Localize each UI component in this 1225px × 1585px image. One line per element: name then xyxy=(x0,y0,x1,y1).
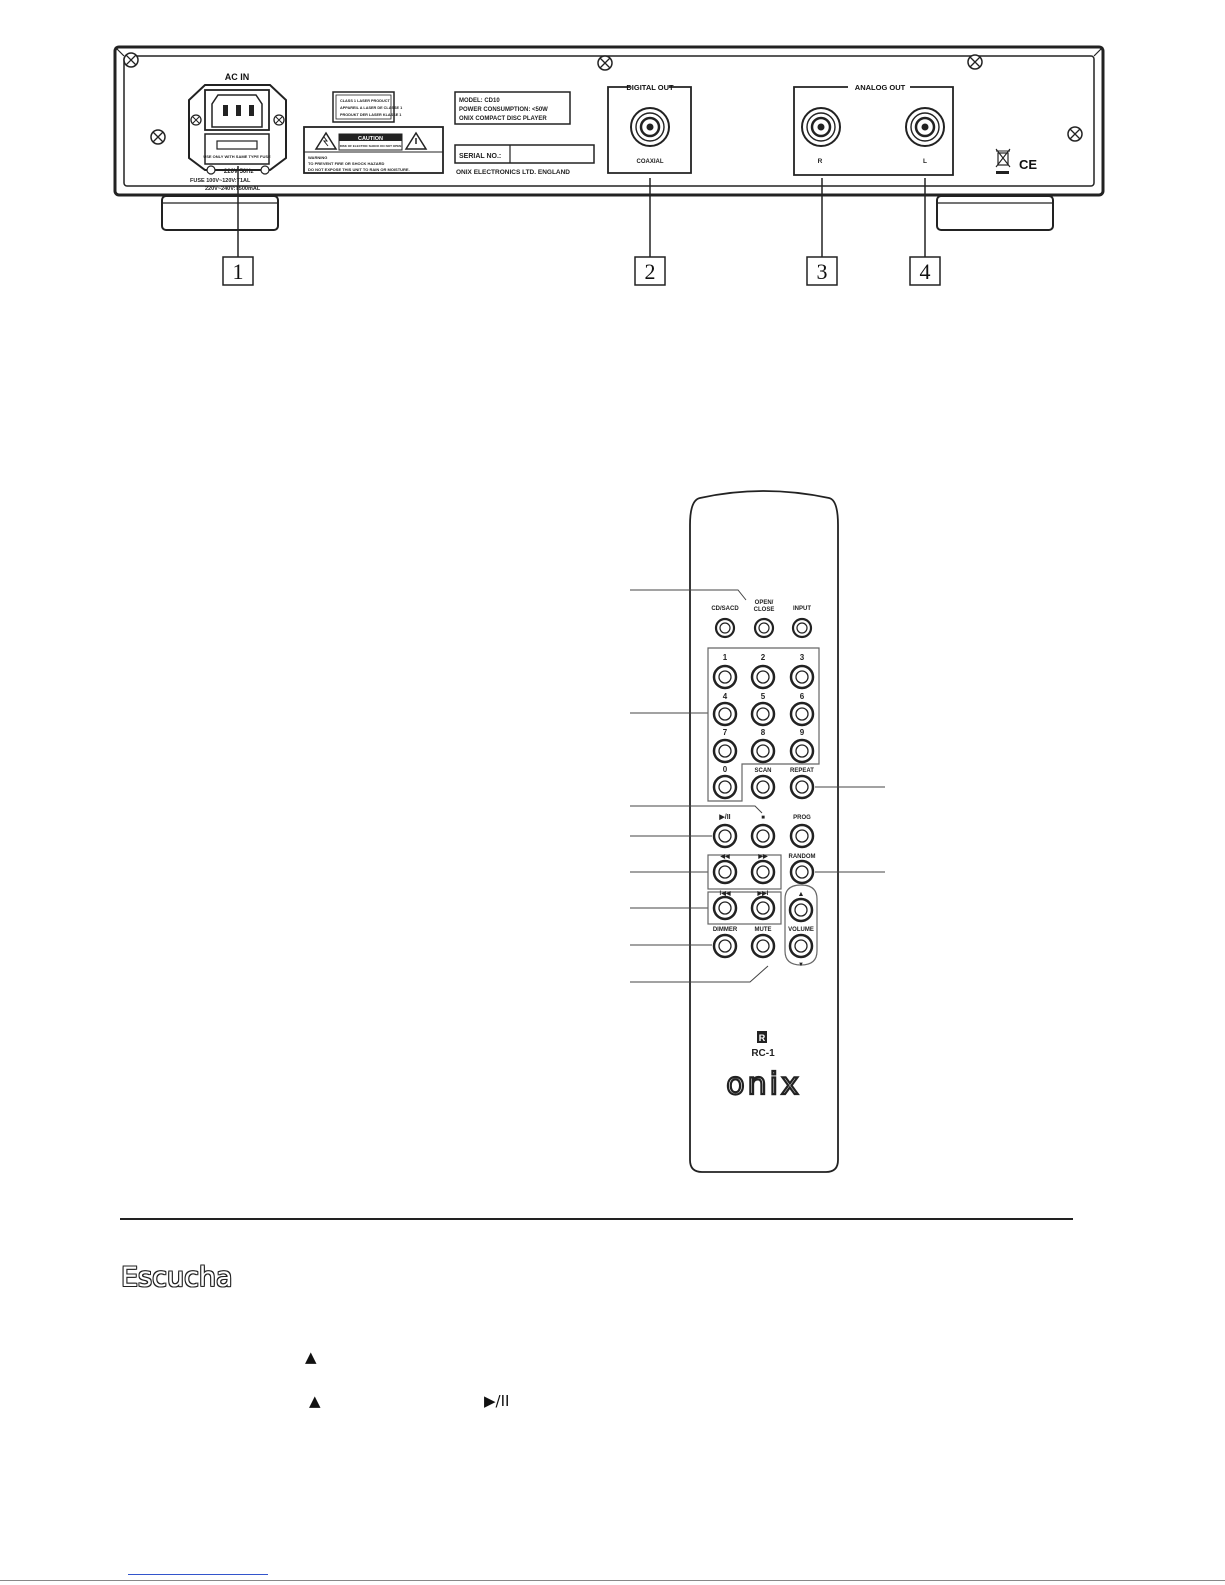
section-title: Escucha xyxy=(121,1262,233,1293)
digital-out-label: DIGITAL OUT xyxy=(626,83,674,92)
footer-link-underline[interactable] xyxy=(128,1574,268,1575)
section-divider xyxy=(120,1218,1073,1220)
eject-icon: ▲ xyxy=(305,1348,317,1366)
svg-text:POWER CONSUMPTION: <50W: POWER CONSUMPTION: <50W xyxy=(459,107,548,113)
volume-down-button[interactable] xyxy=(790,935,812,957)
svg-text:SERIAL NO.:: SERIAL NO.: xyxy=(459,153,502,160)
svg-text:5: 5 xyxy=(760,692,766,701)
callout-4: 4 xyxy=(919,259,931,284)
volume-up-button[interactable] xyxy=(790,899,812,921)
input-button[interactable] xyxy=(793,619,811,637)
callout-1: 1 xyxy=(232,259,244,284)
company-label: ONIX ELECTRONICS LTD. ENGLAND xyxy=(456,169,570,176)
rewind-label: ◀◀ xyxy=(720,854,730,860)
ac-in-label: AC IN xyxy=(224,72,250,82)
caution-sub-text: RISK OF ELECTRIC SHOCK DO NOT OPEN xyxy=(339,144,402,148)
svg-text:2: 2 xyxy=(760,653,766,662)
coaxial-label: COAXIAL xyxy=(636,159,664,165)
caution-text: CAUTION xyxy=(357,136,384,142)
digit-7-button[interactable] xyxy=(714,740,736,762)
callout-boxes xyxy=(223,257,940,285)
next-button[interactable] xyxy=(752,897,774,919)
fuse-line-2: 220V~240V:T500mAL xyxy=(205,186,261,192)
scan-button[interactable] xyxy=(752,776,774,798)
digit-0-button[interactable] xyxy=(714,776,736,798)
fuse-line-1: FUSE 100V~120V:T1AL xyxy=(190,178,251,184)
svg-text:9: 9 xyxy=(799,728,805,737)
digit-8-button[interactable] xyxy=(752,740,774,762)
svg-text:7: 7 xyxy=(722,728,728,737)
open-close-button[interactable] xyxy=(755,619,773,637)
stop-label: ■ xyxy=(761,815,765,821)
dimmer-label: DIMMER xyxy=(712,927,738,933)
digit-1-button[interactable] xyxy=(714,666,736,688)
svg-text:TO PREVENT FIRE OR SHOCK HAZAR: TO PREVENT FIRE OR SHOCK HAZARD xyxy=(308,161,385,166)
callout-2: 2 xyxy=(644,259,656,284)
open-close-label-2: CLOSE xyxy=(753,607,775,613)
onix-logo: onix xyxy=(726,1067,802,1102)
prog-label: PROG xyxy=(793,815,811,821)
foot xyxy=(162,196,1053,230)
input-label: INPUT xyxy=(793,606,811,612)
svg-text:4: 4 xyxy=(722,692,728,701)
previous-button[interactable] xyxy=(714,897,736,919)
previous-label: I◀◀ xyxy=(719,891,731,897)
svg-text:APPAREIL A LASER DE CLASSE 1: APPAREIL A LASER DE CLASSE 1 xyxy=(340,106,403,110)
open-close-label-1: OPEN/ xyxy=(754,600,774,606)
play-pause-icon: ▶/II xyxy=(484,1392,510,1410)
random-button[interactable] xyxy=(791,861,813,883)
cd-sacd-label: CD/SACD xyxy=(711,606,739,612)
digit-4-button[interactable] xyxy=(714,703,736,725)
repeat-button[interactable] xyxy=(791,776,813,798)
svg-text:CLASS 1 LASER PRODUCT: CLASS 1 LASER PRODUCT xyxy=(340,99,390,103)
stop-button[interactable] xyxy=(752,825,774,847)
digit-3-button[interactable] xyxy=(791,666,813,688)
r-badge: R xyxy=(758,1033,766,1043)
svg-text:1: 1 xyxy=(722,653,728,662)
svg-text:DO NOT EXPOSE THIS UNIT TO RAI: DO NOT EXPOSE THIS UNIT TO RAIN OR MOISTURE. xyxy=(308,167,410,172)
svg-text:ONIX COMPACT DISC PLAYER: ONIX COMPACT DISC PLAYER xyxy=(459,116,547,122)
digit-2-button[interactable] xyxy=(752,666,774,688)
svg-text:3: 3 xyxy=(799,653,805,662)
svg-text:PRODUKT DER LASER KLASSE 1: PRODUKT DER LASER KLASSE 1 xyxy=(340,113,402,117)
fast-forward-button[interactable] xyxy=(752,861,774,883)
dimmer-button[interactable] xyxy=(714,935,736,957)
analog-out-label: ANALOG OUT xyxy=(854,83,906,92)
scan-label: SCAN xyxy=(754,768,772,774)
svg-text:MODEL: CD10: MODEL: CD10 xyxy=(459,98,500,104)
svg-text:WARNING: WARNING xyxy=(308,155,328,160)
repeat-label: REPEAT xyxy=(790,768,814,774)
volume-label: VOLUME xyxy=(788,927,814,933)
right-channel-label: R xyxy=(817,158,823,165)
remote-buttons xyxy=(714,619,813,957)
left-channel-label: L xyxy=(923,158,927,165)
remote-model-label: RC-1 xyxy=(751,1048,775,1059)
play-pause-label: ▶/II xyxy=(719,814,731,821)
laser-label xyxy=(333,92,402,122)
cd-sacd-button[interactable] xyxy=(716,619,734,637)
eject-icon: ▲ xyxy=(309,1392,321,1410)
svg-text:8: 8 xyxy=(760,728,766,737)
digit-6-button[interactable] xyxy=(791,703,813,725)
remote-control-diagram xyxy=(0,480,1225,1200)
digit-9-button[interactable] xyxy=(791,740,813,762)
play-pause-button[interactable] xyxy=(714,825,736,847)
random-label: RANDOM xyxy=(788,854,816,860)
mute-button[interactable] xyxy=(752,935,774,957)
svg-text:6: 6 xyxy=(799,692,805,701)
prog-button[interactable] xyxy=(791,825,813,847)
callout-3: 3 xyxy=(816,259,828,284)
digit-5-button[interactable] xyxy=(752,703,774,725)
caution-label xyxy=(304,127,443,173)
rewind-button[interactable] xyxy=(714,861,736,883)
page-bottom-rule xyxy=(0,1580,1225,1581)
ce-mark: CE xyxy=(1019,157,1038,172)
rear-panel-diagram xyxy=(0,0,1225,300)
fast-forward-label: ▶▶ xyxy=(758,854,768,860)
volume-down-label: ▼ xyxy=(798,962,804,968)
model-label xyxy=(455,92,570,124)
fuse-holder-text: USE ONLY WITH SAME TYPE FUSE xyxy=(203,154,271,159)
mute-label: MUTE xyxy=(754,927,772,933)
next-label: ▶▶I xyxy=(757,891,769,897)
voltage-label: ~220V 50Hz xyxy=(220,169,254,175)
svg-text:0: 0 xyxy=(722,765,728,774)
volume-up-label: ▲ xyxy=(797,891,805,898)
